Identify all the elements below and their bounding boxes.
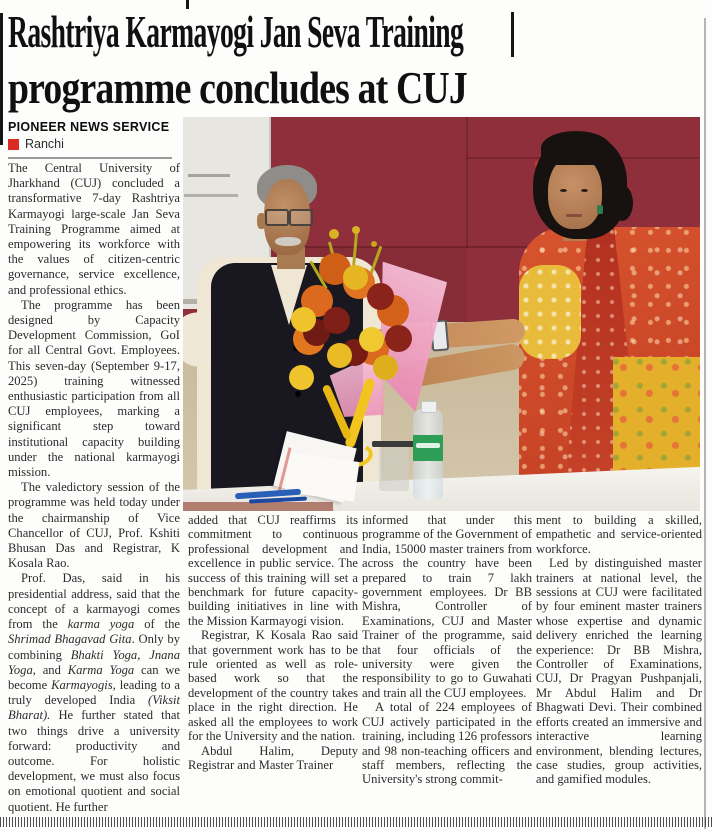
- woman-sleeve: [519, 265, 581, 359]
- man-mustache: [275, 237, 301, 246]
- woman-earring: [597, 205, 603, 214]
- article-column-3: informed that under this programme of the Government of India, 15000 master trainers from across the country have been prepared to train 7 lakh government employees. Dr BB Mishra, Controller of Examinations, CUJ and Master Trainer of the programme, said that four officials of the university were given the responsibility to go to Guwahati and train all the CUJ employees. A total of 224 employees of CUJ actively participated in the training, including 126 professors and 98 non-teaching officers and staff members, reflecting the University's strong commit-: [362, 513, 532, 787]
- location-marker-icon: [8, 139, 19, 150]
- woman-face: [548, 155, 602, 229]
- bottom-separator-rule: [0, 817, 712, 827]
- screen-text-mark: [188, 174, 230, 177]
- woman-eye: [581, 189, 588, 192]
- water-bottle-label: [413, 435, 443, 461]
- bouquet-greenery-blooms: [329, 229, 339, 239]
- water-bottle-label-text: [416, 443, 440, 448]
- glass-lid: [372, 441, 416, 447]
- left-edge-rule: [0, 13, 3, 145]
- right-column-rule: [704, 18, 706, 829]
- byline-agency: PIONEER NEWS SERVICE: [8, 120, 170, 134]
- headline: [8, 4, 712, 116]
- article-column-4: ment to building a skilled, empathetic and service-oriented workforce. Led by distinguished master trainers at national level, the sessions at CUJ were facilitated by four eminent master trainers whose expertise and dynamic delivery enriched the learning experience: Dr BB Mishra, Controller of Examinations, CUJ, Dr Pragyan Pushpanjali, Mr Abdul Halim and Dr Bhagwati Devi. Their combined efforts created an immersive and interactive learning environment, blending lectures, case studies, group activities, and gamified modules.: [536, 513, 702, 787]
- article-column-1: The Central University of Jharkhand (CUJ) concluded a transformative 7-day Rashtriya Karmayogi large-scale Jan Seva Training Programme aimed at empowering its workforce with the values of citizen-centric governance, service excellence, and professional ethics. The programme has been designed by Capacity Development Commission, GoI for all Central Govt. Employees. This seven-day (September 9-17, 2025) training witnessed enthusiastic participation from all CUJ employees, marking a significant step toward institutional capacity building under the national karmayogi mission. The valedictory session of the programme was held today under the chairmanship of Vice Chancellor of CUJ, Prof. Kshiti Bhusan Das and Registrar, K Kosala Rao. Prof. Das, said in his presidential address, said that the concept of a karmayogi comes from the karma yoga of the Shrimad Bhagavad Gita. Only by combining Bhakti Yoga, Jnana Yoga, and Karma Yoga can we become Karmayogis, leading to a truly developed India (Viksit Bharat). He further stated that two things drive a university forward: productivity and outcome. For holistic development, we must also focus on emotional quotient and social quotient. He further: [8, 161, 181, 814]
- man-glasses-lens: [265, 209, 289, 226]
- photo-wall-seam: [466, 117, 468, 248]
- bouquet-yellow-flowers: [291, 307, 316, 332]
- woman-hair-bun: [611, 185, 633, 221]
- woman-mouth: [566, 214, 582, 217]
- article-column-2: added that CUJ reaffirms its commitment to continuous professional development and excellence in public service. The success of this training will set a benchmark for future capacity-building initiatives in line with the Mission Karmayogi vision. Registrar, K Kosala Rao said that government work has to be rule oriented as well as role-based work so that the development of the country takes place in the right direction. He asked all the employees to work for the University and the nation. Abdul Halim, Deputy Registrar and Master Trainer: [188, 513, 358, 772]
- dateline-location: Ranchi: [25, 137, 64, 151]
- water-bottle-cap: [421, 401, 437, 413]
- man-glasses-lens: [289, 209, 313, 226]
- woman-hairline: [541, 131, 611, 165]
- woman-eye: [560, 189, 567, 192]
- bouquet-red-flowers: [323, 307, 350, 334]
- man-vest-buttons: [293, 345, 299, 351]
- headline-line-2: programme concludes at CUJ: [8, 62, 467, 113]
- article-photo: [183, 117, 700, 511]
- byline-rule: [8, 157, 172, 159]
- table-front-trim: [183, 502, 333, 511]
- dateline: [8, 137, 64, 151]
- headline-line-1: Rashtriya Karmayogi Jan Seva Training: [8, 6, 464, 57]
- screen-text-mark: [184, 194, 238, 197]
- covered-glass: [379, 446, 409, 491]
